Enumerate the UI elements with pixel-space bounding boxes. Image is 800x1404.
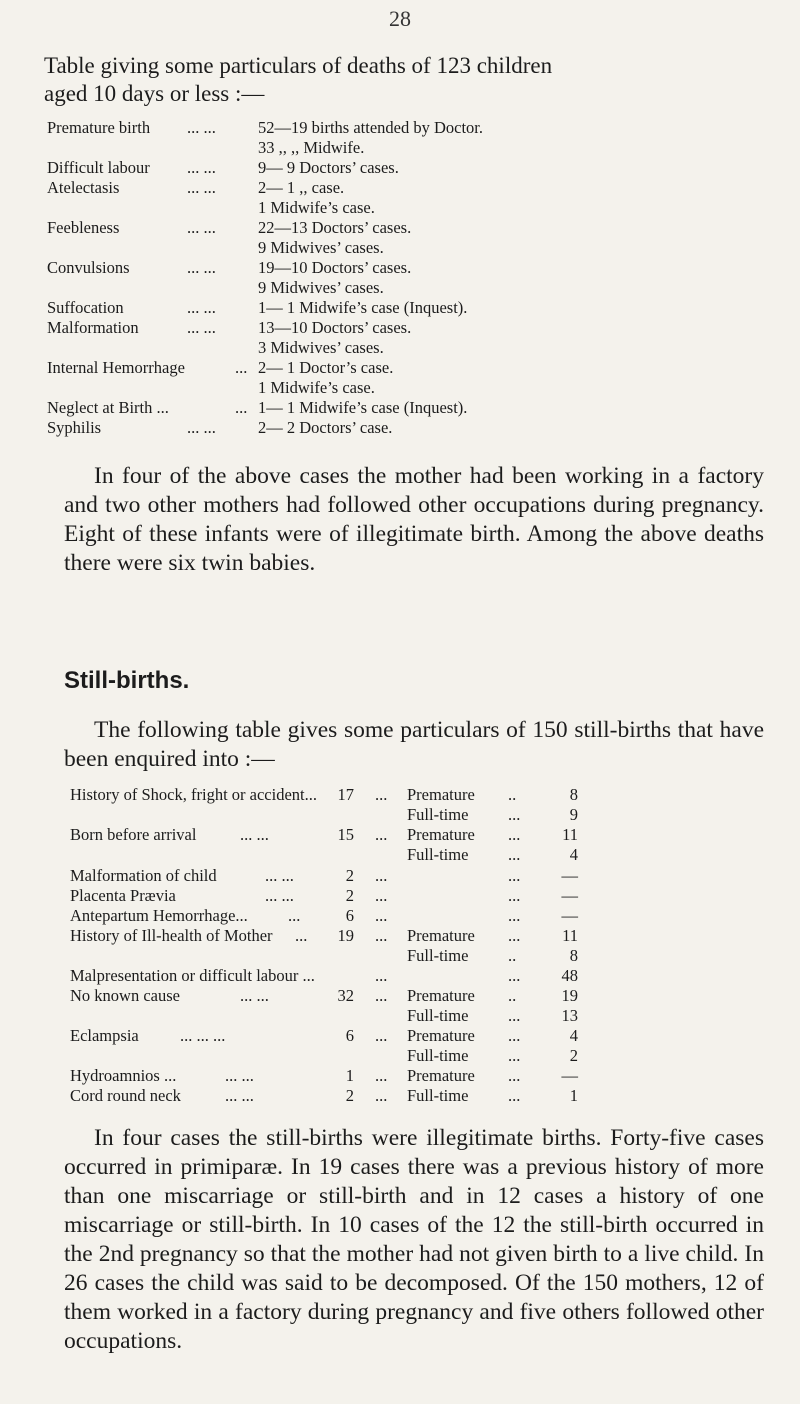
paragraph-text: In four of the above cases the mother had been working in a factory and two other mothers had followed other occupations during pregnancy. Eight of these infants were of illegitimate birth. Among the above deaths there were six twin babies. (64, 463, 764, 576)
type-count: — (561, 886, 578, 905)
leader-dots: ... ... (225, 1066, 254, 1085)
cause-label: Cord round neck (70, 1086, 181, 1105)
leader-dots: ... (508, 825, 521, 844)
leader-dots: .. (508, 946, 517, 965)
birth-type: Premature (407, 1026, 475, 1045)
type-count: 2 (569, 1046, 578, 1065)
leader-dots: ... (508, 1046, 521, 1065)
page-number: 28 (389, 6, 411, 31)
caption-line-1: Table giving some particulars of deaths of 123 children (44, 53, 553, 78)
cause-label: No known cause (70, 986, 180, 1005)
detail-line: 13—10 Doctors’ cases. (258, 318, 412, 337)
detail-line: 2— 1 Doctor’s case. (258, 358, 394, 377)
detail-line-2: 1 Midwife’s case. (258, 378, 375, 397)
detail-line: 9— 9 Doctors’ cases. (258, 158, 399, 177)
detail-line: 2— 1 ,, case. (258, 178, 345, 197)
leader-dots: ... (508, 805, 521, 824)
birth-type: Full-time (407, 946, 469, 965)
type-count: 11 (562, 825, 578, 844)
leader-dots: ... (375, 1066, 388, 1085)
type-count: 4 (569, 1026, 578, 1045)
leader-dots: ... ... (265, 886, 294, 905)
case-count: 1 (345, 1066, 354, 1085)
leader-dots: ... (288, 906, 301, 925)
birth-type: Full-time (407, 805, 469, 824)
detail-line: 22—13 Doctors’ cases. (258, 218, 412, 237)
section-heading: Still-births. (64, 667, 190, 694)
birth-type: Full-time (407, 1046, 469, 1065)
paragraph-text: The following table gives some particulars of 150 still-births that have been enquired into :— (64, 717, 764, 772)
leader-dots: ... (508, 966, 521, 985)
leader-dots: ... ... (225, 1086, 254, 1105)
birth-type: Full-time (407, 1006, 469, 1025)
cause-label: History of Ill-health of Mother (70, 926, 273, 945)
detail-line: 19—10 Doctors’ cases. (258, 258, 412, 277)
case-count: 15 (337, 825, 354, 844)
leader-dots: .. (508, 986, 517, 1005)
paragraph-text: In four cases the still-births were illegitimate births. Forty-five cases occurred in primiparæ. In 19 cases there was a previous history of more than one miscarriage or still-birth and in 12 cases a history of one miscarriage or still-birth. In 10 cases of the 12 the still-birth occurred in the 2nd pregnancy so that the mother had not given birth to a live child. In 26 cases the child was said to be decomposed. Of the 150 mothers, 12 of them worked in a factory during pregnancy and five others followed other occupations. (64, 1125, 764, 1354)
type-count: 11 (562, 926, 578, 945)
cause-label: Neglect at Birth ... (47, 398, 169, 417)
detail-line: 2— 2 Doctors’ case. (258, 418, 393, 437)
detail-line: 1— 1 Midwife’s case (Inquest). (258, 298, 468, 317)
leader-dots: ... (508, 845, 521, 864)
birth-type: Premature (407, 825, 475, 844)
leader-dots: ... (235, 358, 248, 377)
type-count: 19 (561, 986, 578, 1005)
leader-dots: ... ... (187, 178, 216, 197)
leader-dots: ... (375, 1086, 388, 1105)
leader-dots: ... (375, 906, 388, 925)
birth-type: Premature (407, 785, 475, 804)
detail-line-2: 9 Midwives’ cases. (258, 238, 384, 257)
caption-line-2: aged 10 days or less :— (44, 81, 265, 106)
leader-dots: ... (375, 1026, 388, 1045)
leader-dots: ... ... (187, 118, 216, 137)
leader-dots: ... (508, 1006, 521, 1025)
type-count: 1 (569, 1086, 578, 1105)
leader-dots: ... (375, 926, 388, 945)
table-caption (44, 52, 764, 108)
cause-label: Syphilis (47, 418, 102, 437)
leader-dots: ... (375, 866, 388, 885)
leader-dots: ... (375, 785, 388, 804)
birth-type: Premature (407, 986, 475, 1005)
case-count: 32 (337, 986, 354, 1005)
type-count: — (561, 906, 578, 925)
cause-label: Hydroamnios ... (70, 1066, 177, 1085)
type-count: 8 (569, 785, 578, 804)
detail-line: 1— 1 Midwife’s case (Inquest). (258, 398, 468, 417)
leader-dots: ... (508, 1026, 521, 1045)
leader-dots: .. (508, 785, 517, 804)
type-count: 8 (569, 946, 578, 965)
paragraph-3 (64, 1124, 764, 1356)
leader-dots: ... (295, 926, 308, 945)
leader-dots: ... (508, 886, 521, 905)
cause-label: Internal Hemorrhage (47, 358, 185, 377)
cause-label: Antepartum Hemorrhage... (70, 906, 248, 925)
detail-line-2: 3 Midwives’ cases. (258, 338, 384, 357)
type-count: — (561, 866, 578, 885)
type-count: — (561, 1066, 578, 1085)
leader-dots: ... ... (187, 318, 216, 337)
type-count: 48 (561, 966, 578, 985)
leader-dots: ... ... (187, 218, 216, 237)
cause-label: Atelectasis (47, 178, 120, 197)
case-count: 19 (337, 926, 354, 945)
cause-label: History of Shock, fright or accident... (70, 785, 317, 804)
leader-dots: ... ... ... (180, 1026, 226, 1045)
cause-label: Difficult labour (47, 158, 150, 177)
case-count: 2 (345, 886, 354, 905)
paragraph-1 (64, 462, 764, 578)
case-count: 2 (345, 1086, 354, 1105)
cause-label: Born before arrival (70, 825, 197, 844)
paragraph-2 (64, 716, 764, 774)
leader-dots: ... (375, 886, 388, 905)
case-count: 17 (337, 785, 354, 804)
detail-line-2: 33 ,, ,, Midwife. (258, 138, 365, 157)
leader-dots: ... ... (265, 866, 294, 885)
type-count: 9 (569, 805, 578, 824)
leader-dots: ... (508, 926, 521, 945)
case-count: 6 (345, 1026, 354, 1045)
leader-dots: ... ... (187, 298, 216, 317)
leader-dots: ... (375, 825, 388, 844)
leader-dots: ... (235, 398, 248, 417)
birth-type: Premature (407, 926, 475, 945)
case-count: 2 (345, 866, 354, 885)
type-count: 4 (569, 845, 578, 864)
case-count: 6 (345, 906, 354, 925)
birth-type: Full-time (407, 1086, 469, 1105)
cause-label: Malformation (47, 318, 139, 337)
cause-label: Suffocation (47, 298, 124, 317)
leader-dots: ... (508, 1086, 521, 1105)
detail-line-2: 9 Midwives’ cases. (258, 278, 384, 297)
leader-dots: ... ... (187, 418, 216, 437)
detail-line-2: 1 Midwife’s case. (258, 198, 375, 217)
leader-dots: ... (508, 906, 521, 925)
leader-dots: ... ... (187, 258, 216, 277)
leader-dots: ... (508, 866, 521, 885)
leader-dots: ... (375, 966, 388, 985)
detail-line: 52—19 births attended by Doctor. (258, 118, 484, 137)
leader-dots: ... ... (240, 986, 269, 1005)
birth-type: Full-time (407, 845, 469, 864)
cause-label: Malformation of child (70, 866, 217, 885)
cause-label: Eclampsia (70, 1026, 139, 1045)
leader-dots: ... (508, 1066, 521, 1085)
cause-label: Placenta Prævia (70, 886, 176, 905)
birth-type: Premature (407, 1066, 475, 1085)
type-count: 13 (561, 1006, 578, 1025)
cause-label: Feebleness (47, 218, 120, 237)
cause-label: Premature birth (47, 118, 151, 137)
leader-dots: ... (375, 986, 388, 1005)
leader-dots: ... ... (187, 158, 216, 177)
leader-dots: ... ... (240, 825, 269, 844)
cause-label: Malpresentation or difficult labour ... (70, 966, 315, 985)
cause-label: Convulsions (47, 258, 130, 277)
